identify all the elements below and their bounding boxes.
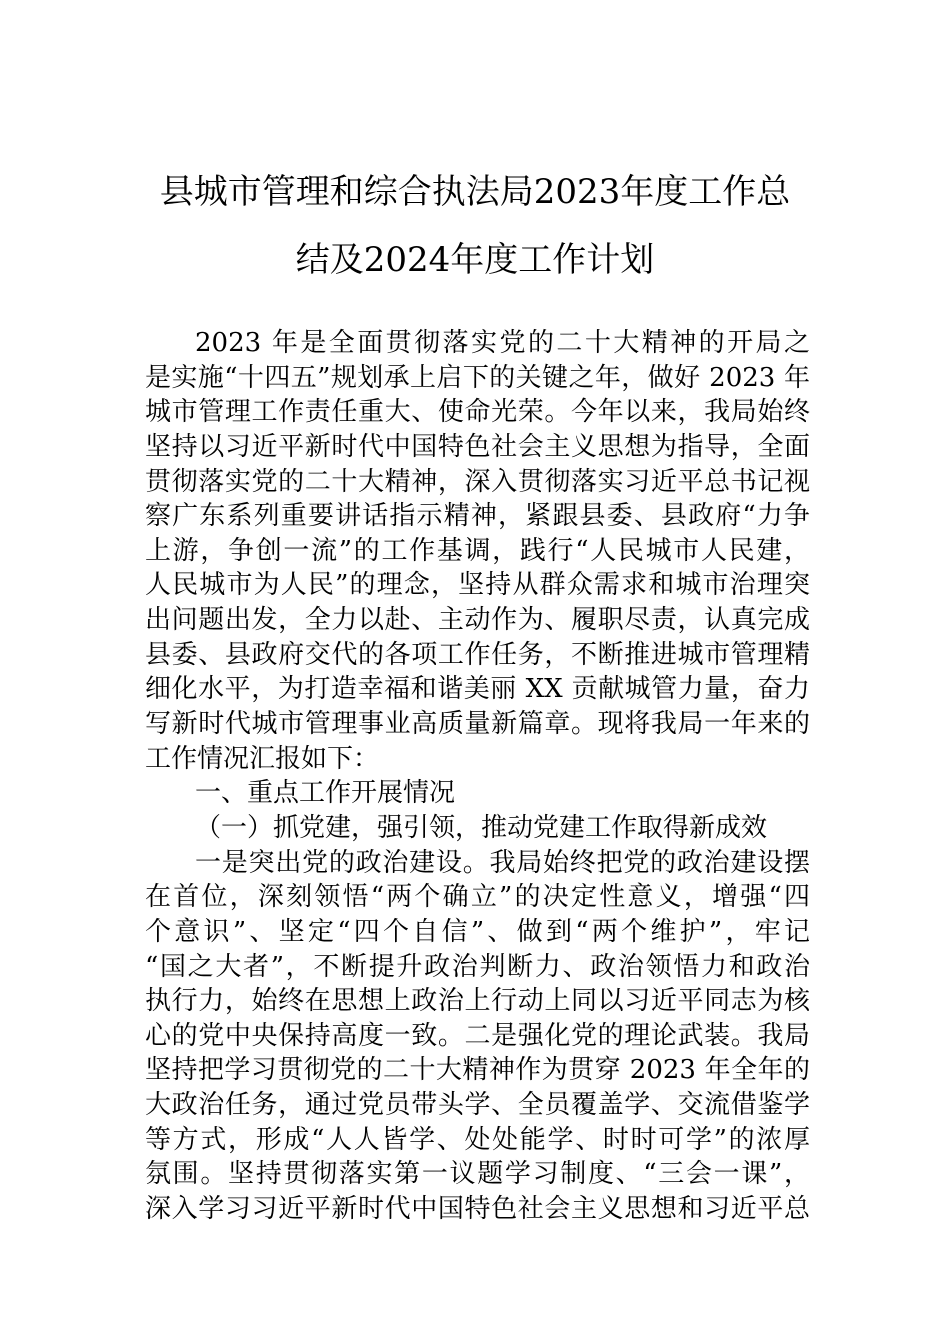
paragraph-line: 贯彻落实党的二十大精神，深入贯彻落实习近平总书记视 bbox=[145, 466, 810, 497]
document-body bbox=[145, 326, 810, 1227]
section-heading: 一、重点工作开展情况 bbox=[195, 778, 456, 809]
paragraph-line: 细化水平，为打造幸福和谐美丽 XX 贡献城管力量，奋力 bbox=[145, 674, 810, 705]
paragraph-line: 在首位，深刻领悟“两个确立”的决定性意义，增强“四 bbox=[145, 882, 810, 913]
paragraph-line: 深入学习习近平新时代中国特色社会主义思想和习近平总 bbox=[145, 1194, 810, 1225]
paragraph-line: 个意识”、坚定“四个自信”、做到“两个维护”，牢记 bbox=[145, 916, 810, 947]
paragraph-line: “国之大者”，不断提升政治判断力、政治领悟力和政治 bbox=[145, 951, 810, 982]
document-title bbox=[120, 158, 830, 294]
paragraph-line: 是实施“十四五”规划承上启下的关键之年，做好 2023 年 bbox=[145, 362, 810, 393]
paragraph-line: 察广东系列重要讲话指示精神，紧跟县委、县政府“力争 bbox=[145, 501, 810, 532]
paragraph-line: 2023 年是全面贯彻落实党的二十大精神的开局之 bbox=[195, 328, 810, 358]
paragraph-line: 一是突出党的政治建设。我局始终把党的政治建设摆 bbox=[195, 847, 810, 878]
paragraph-line: 坚持把学习贯彻党的二十大精神作为贯穿 2023 年全年的 bbox=[145, 1055, 810, 1086]
paragraph-line: 上游，争创一流”的工作基调，践行“人民城市人民建， bbox=[145, 535, 810, 566]
paragraph-line: 氛围。坚持贯彻落实第一议题学习制度、“三会一课”， bbox=[145, 1159, 810, 1190]
paragraph-line: 出问题出发，全力以赴、主动作为、履职尽责，认真完成 bbox=[145, 605, 810, 636]
paragraph-line: 大政治任务，通过党员带头学、全员覆盖学、交流借鉴学 bbox=[145, 1090, 810, 1121]
paragraph-line: 工作情况汇报如下： bbox=[145, 743, 380, 774]
paragraph-line: 等方式，形成“人人皆学、处处能学、时时可学”的浓厚 bbox=[145, 1124, 810, 1155]
title-line-2: 结及2024年度工作计划 bbox=[295, 240, 655, 280]
paragraph-line: 坚持以习近平新时代中国特色社会主义思想为指导，全面 bbox=[145, 431, 810, 462]
paragraph-line: 城市管理工作责任重大、使命光荣。今年以来，我局始终 bbox=[145, 397, 810, 428]
subsection-heading: （一）抓党建，强引领，推动党建工作取得新成效 bbox=[195, 812, 768, 843]
paragraph-line: 人民城市为人民”的理念，坚持从群众需求和城市治理突 bbox=[145, 570, 810, 601]
paragraph-line: 县委、县政府交代的各项工作任务，不断推进城市管理精 bbox=[145, 639, 810, 670]
paragraph-line: 写新时代城市管理事业高质量新篇章。现将我局一年来的 bbox=[145, 709, 810, 740]
title-line-1: 县城市管理和综合执法局2023年度工作总 bbox=[159, 172, 791, 212]
paragraph-line: 心的党中央保持高度一致。二是强化党的理论武装。我局 bbox=[145, 1020, 810, 1051]
paragraph-line: 执行力，始终在思想上政治上行动上同以习近平同志为核 bbox=[145, 986, 810, 1017]
